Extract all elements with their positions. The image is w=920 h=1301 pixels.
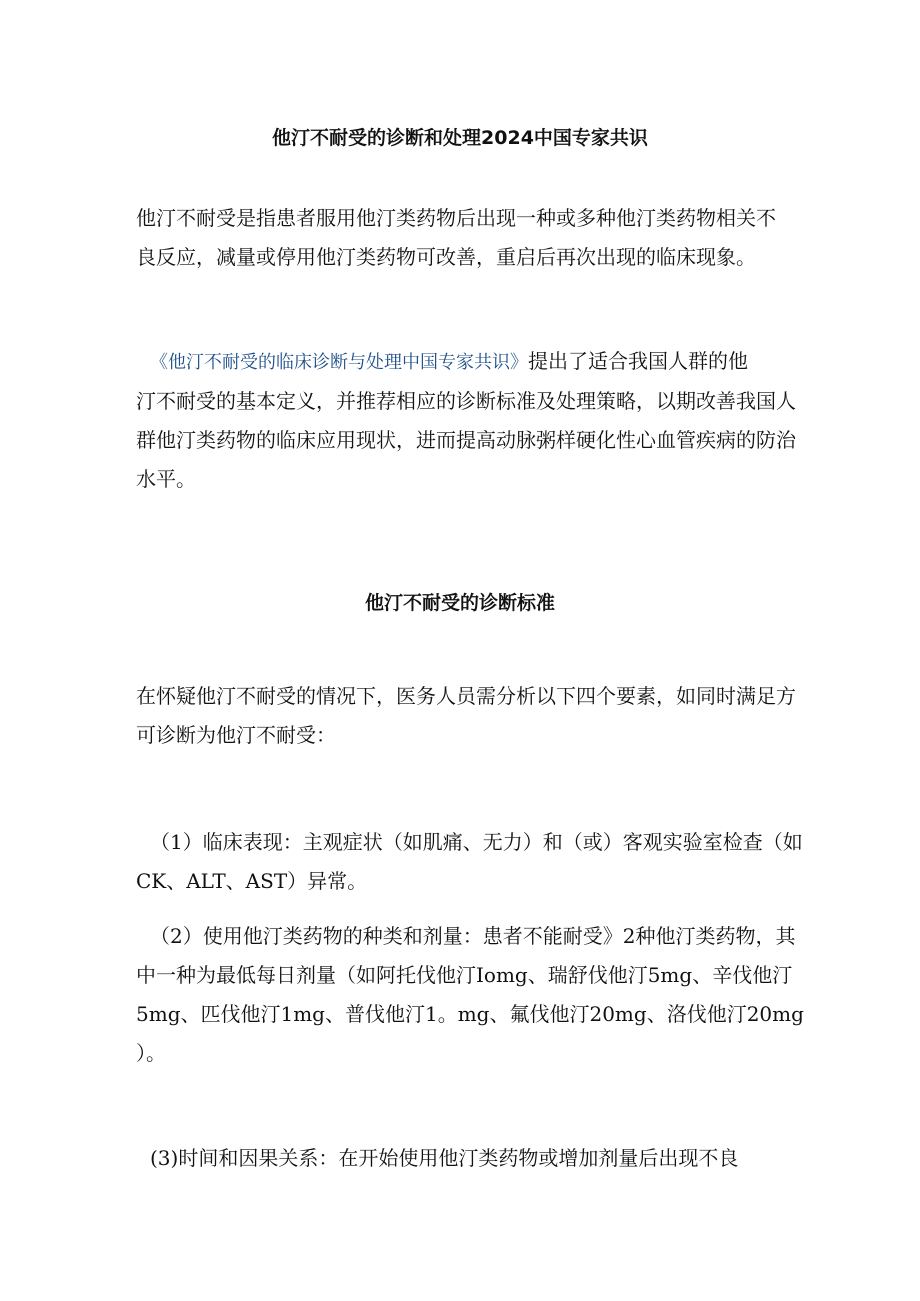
criterion-2-line: 中一种为最低每日剂量（如阿托伐他汀Iomg、瑞舒伐他汀5mg、辛伐他汀 xyxy=(136,963,793,987)
intro-paragraph xyxy=(136,199,790,277)
consensus-paragraph xyxy=(136,342,796,499)
document-title: 他汀不耐受的诊断和处理2024中国专家共识 xyxy=(272,127,648,149)
consensus-first-line xyxy=(136,342,790,382)
consensus-link[interactable]: 《他汀不耐受的临床诊断与处理中国专家共识》 xyxy=(150,352,528,373)
consensus-line: 汀不耐受的基本定义，并推荐相应的诊断标准及处理策略，以期改善我国人 xyxy=(136,389,796,413)
diagnosis-line: 在怀疑他汀不耐受的情况下，医务人员需分析以下四个要素，如同时满足方 xyxy=(136,684,796,708)
criterion-2-line: （2）使用他汀类药物的种类和剂量：患者不能耐受》2种他汀类药物，其 xyxy=(150,924,796,948)
criterion-3-line: (3)时间和因果关系：在开始使用他汀类药物或增加剂量后出现不良 xyxy=(150,1146,739,1170)
intro-line: 良反应，减量或停用他汀类药物可改善，重启后再次出现的临床现象。 xyxy=(136,245,756,269)
criterion-1 xyxy=(136,823,803,901)
section-title: 他汀不耐受的诊断标准 xyxy=(364,592,555,614)
diagnosis-line: 可诊断为他汀不耐受： xyxy=(136,723,336,747)
criterion-3 xyxy=(136,1139,790,1178)
criterion-2-line: 5mg、匹伐他汀1mg、普伐他汀1。mg、氟伐他汀20mg、洛伐他汀20mg xyxy=(136,1002,804,1026)
criterion-1-line: CK、ALT、AST）异常。 xyxy=(136,869,368,893)
diagnosis-paragraph xyxy=(136,677,796,755)
criterion-2 xyxy=(136,917,804,1073)
consensus-first-line-rest: 提出了适合我国人群的他 xyxy=(528,349,748,373)
consensus-line: 水平。 xyxy=(136,467,196,491)
intro-line: 他汀不耐受是指患者服用他汀类药物后出现一种或多种他汀类药物相关不 xyxy=(136,206,776,230)
criterion-1-line: （1）临床表现：主观症状（如肌痛、无力）和（或）客观实验室检查（如 xyxy=(150,830,803,854)
consensus-line: 群他汀类药物的临床应用现状，进而提高动脉粥样硬化性心血管疾病的防治 xyxy=(136,428,796,452)
criterion-2-line: ）。 xyxy=(136,1041,166,1065)
